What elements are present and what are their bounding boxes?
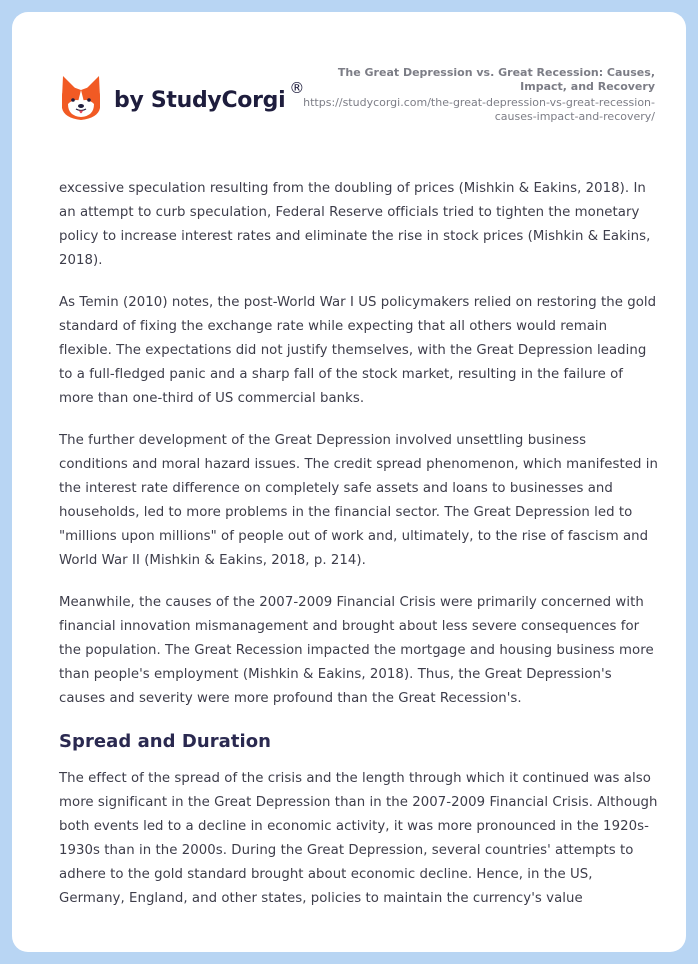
document-url[interactable]: https://studycorgi.com/the-great-depression-vs-great-recession-causes-impact-and-recovery/ — [303, 96, 655, 123]
brand-logo[interactable] — [60, 74, 304, 122]
corgi-head-icon — [60, 74, 102, 122]
paragraph: Meanwhile, the causes of the 2007-2009 Financial Crisis were primarily concerned with financial innovation mismanagement and brought about less severe consequences for the population. The Great Recession impacted the mortgage and housing business more than people's employment (Mishkin & Eakins, 2018). Thus, the Great Depression's causes and severity were more profound than the Great Recession's. — [59, 595, 654, 706]
document-card — [12, 12, 686, 952]
registered-mark: ® — [289, 79, 305, 97]
document-title: The Great Depression vs. Great Recession: Causes, Impact, and Recovery — [337, 66, 655, 93]
paragraph: As Temin (2010) notes, the post-World War I US policymakers relied on restoring the gold standard of fixing the exchange rate while expecting that all others would remain flexible. The expectations did not justify themselves, with the Great Depression leading to a full-fledged panic and a sharp fall of the stock market, resulting in the failure of more than one-third of US commercial banks. — [59, 295, 657, 406]
document-meta — [295, 66, 655, 124]
page-header — [12, 12, 686, 162]
paragraph: excessive speculation resulting from the doubling of prices (Mishkin & Eakins, 2018). In an attempt to curb speculation, Federal Reserve officials tried to tighten the monetary policy to increase interest rates and eliminate the rise in stock prices (Mishkin & Eakins, 2018). — [59, 181, 651, 268]
paragraph: The further development of the Great Depression involved unsettling business conditions and moral hazard issues. The credit spread phenomenon, which manifested in the interest rate difference on completely safe assets and loans to businesses and households, led to more problems in the financial sector. The Great Depression led to "millions upon millions" of people out of work and, ultimately, to the rise of fascism and World War II (Mishkin & Eakins, 2018, p. 214). — [59, 433, 658, 568]
section-heading: Spread and Duration — [59, 731, 272, 752]
paragraph: The effect of the spread of the crisis and the length through which it continued was also more significant in the Great Depression than in the 2007-2009 Financial Crisis. Although both events led to a decline in economic activity, it was more pronounced in the 1920s-1930s than in the 2000s. During the Great Depression, several countries' attempts to adhere to the gold standard brought about economic decline. Hence, in the US, Germany, England, and other states, policies to maintain the currency's value — [59, 771, 658, 906]
brand-name: by StudyCorgi — [114, 87, 286, 113]
article-body — [59, 177, 659, 929]
